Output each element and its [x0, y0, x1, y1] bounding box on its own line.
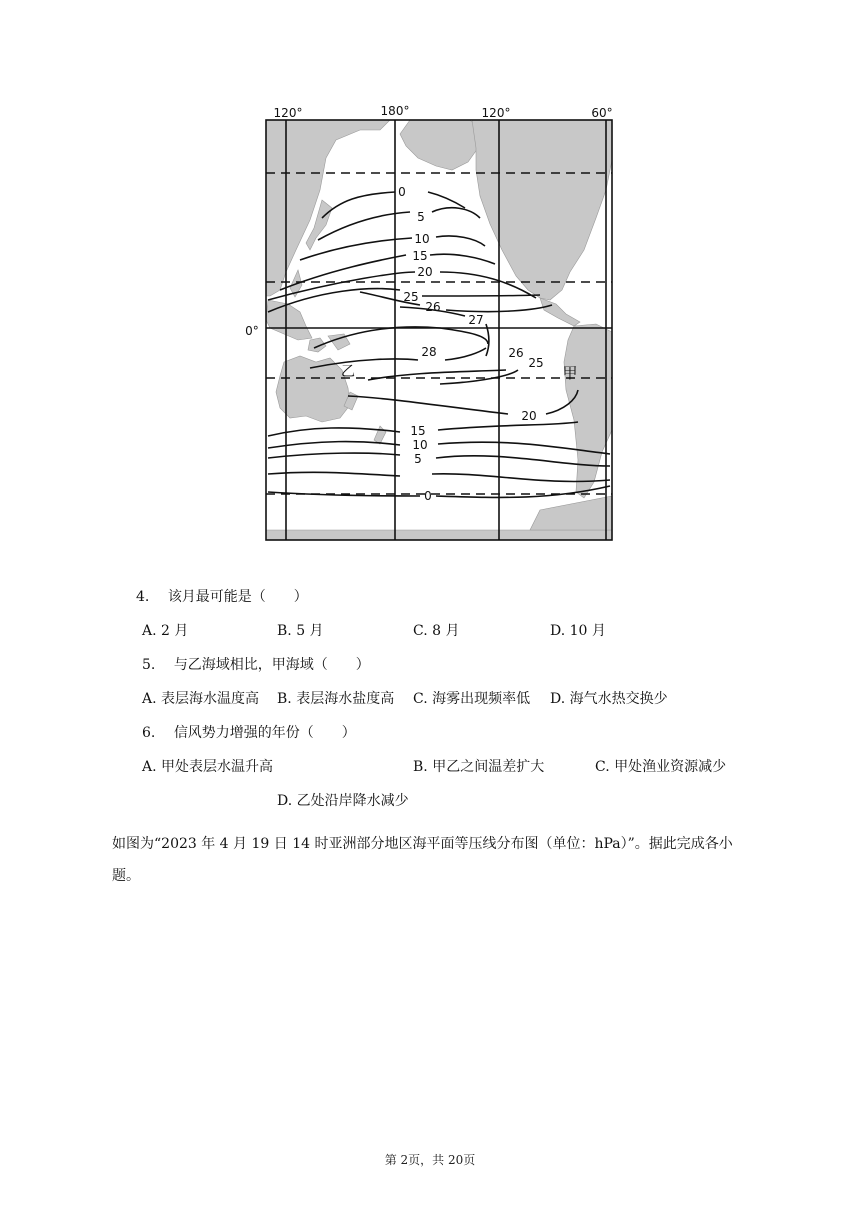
option-5b[interactable]: [277, 689, 394, 709]
question-number: 5.: [142, 657, 156, 673]
isotherm-label: 15: [410, 424, 426, 438]
option-text: 海雾出现频率低: [432, 691, 531, 707]
place-label-yi: 乙: [341, 364, 355, 380]
isotherm-label: 20: [521, 409, 537, 423]
intro-paragraph: 如图为“2023 年 4 月 19 日 14 时亚洲部分地区海平面等压线分布图（单位：hPa）”。据此完成各小题。: [112, 836, 733, 884]
question-stem: 该月最可能是（ ）: [167, 589, 308, 605]
isotherm-label: 0: [424, 489, 432, 503]
question-stem: 与乙海域相比，甲海域（ ）: [173, 657, 370, 673]
option-letter: D.: [550, 691, 566, 707]
option-text: 10 月: [569, 623, 606, 639]
lon-label-180: 180°: [380, 104, 410, 118]
option-letter: D.: [550, 623, 566, 639]
option-text: 乙处沿岸降水减少: [296, 793, 409, 809]
option-letter: C.: [595, 759, 610, 775]
option-letter: A.: [142, 623, 157, 639]
question-4: [136, 587, 308, 607]
option-text: 表层海水温度高: [161, 691, 260, 707]
option-5a[interactable]: [142, 689, 259, 709]
option-letter: B.: [277, 691, 292, 707]
option-4a[interactable]: [142, 621, 188, 641]
option-6a[interactable]: [142, 757, 273, 777]
option-6c[interactable]: [595, 757, 726, 777]
question-5: [142, 655, 370, 675]
lon-label-120e: 120°: [273, 106, 303, 120]
isotherm-label: 25: [403, 290, 419, 304]
land-masses: [266, 120, 612, 540]
option-text: 甲处表层水温升高: [161, 759, 274, 775]
isotherm-label: 10: [414, 232, 430, 246]
option-text: 表层海水盐度高: [296, 691, 395, 707]
option-letter: A.: [142, 691, 157, 707]
option-text: 2 月: [161, 623, 189, 639]
isotherm-label: 10: [412, 438, 428, 452]
option-4d[interactable]: [550, 621, 606, 641]
option-letter: C.: [413, 623, 428, 639]
isotherm-label: 26: [508, 346, 524, 360]
option-letter: D.: [277, 793, 293, 809]
lat-label-equator: 0°: [245, 324, 259, 338]
option-text: 海气水热交换少: [569, 691, 668, 707]
option-6d[interactable]: [277, 791, 409, 811]
isotherm-label: 5: [417, 210, 425, 224]
option-letter: A.: [142, 759, 157, 775]
place-label-jia: 甲: [562, 364, 578, 382]
isotherm-label: 15: [412, 249, 428, 263]
option-5d[interactable]: [550, 689, 668, 709]
isotherm-label: 0: [398, 185, 406, 199]
question-stem: 信风势力增强的年份（ ）: [173, 725, 356, 741]
option-letter: C.: [413, 691, 428, 707]
lon-label-120w: 120°: [481, 106, 511, 120]
question-number: 6.: [142, 725, 156, 741]
option-6b[interactable]: [413, 757, 544, 777]
option-letter: B.: [277, 623, 292, 639]
option-text: 甲处渔业资源减少: [614, 759, 727, 775]
option-text: 5 月: [296, 623, 324, 639]
isotherm-label: 27: [468, 313, 484, 327]
page-footer: 第 2页，共 20页: [384, 1153, 476, 1167]
option-4c[interactable]: [413, 621, 459, 641]
option-text: 8 月: [432, 623, 460, 639]
isotherm-label: 26: [425, 300, 441, 314]
sea-temperature-map: [240, 100, 620, 550]
lon-label-60w: 60°: [591, 106, 613, 120]
isotherm-label: 28: [421, 345, 437, 359]
isotherm-label: 25: [528, 356, 544, 370]
question-6: [142, 723, 356, 743]
isotherm-label: 20: [417, 265, 433, 279]
question-number: 4.: [136, 589, 150, 605]
option-text: 甲乙之间温差扩大: [432, 759, 545, 775]
isotherm-label: 5: [414, 452, 422, 466]
option-letter: B.: [413, 759, 428, 775]
option-4b[interactable]: [277, 621, 324, 641]
option-5c[interactable]: [413, 689, 530, 709]
